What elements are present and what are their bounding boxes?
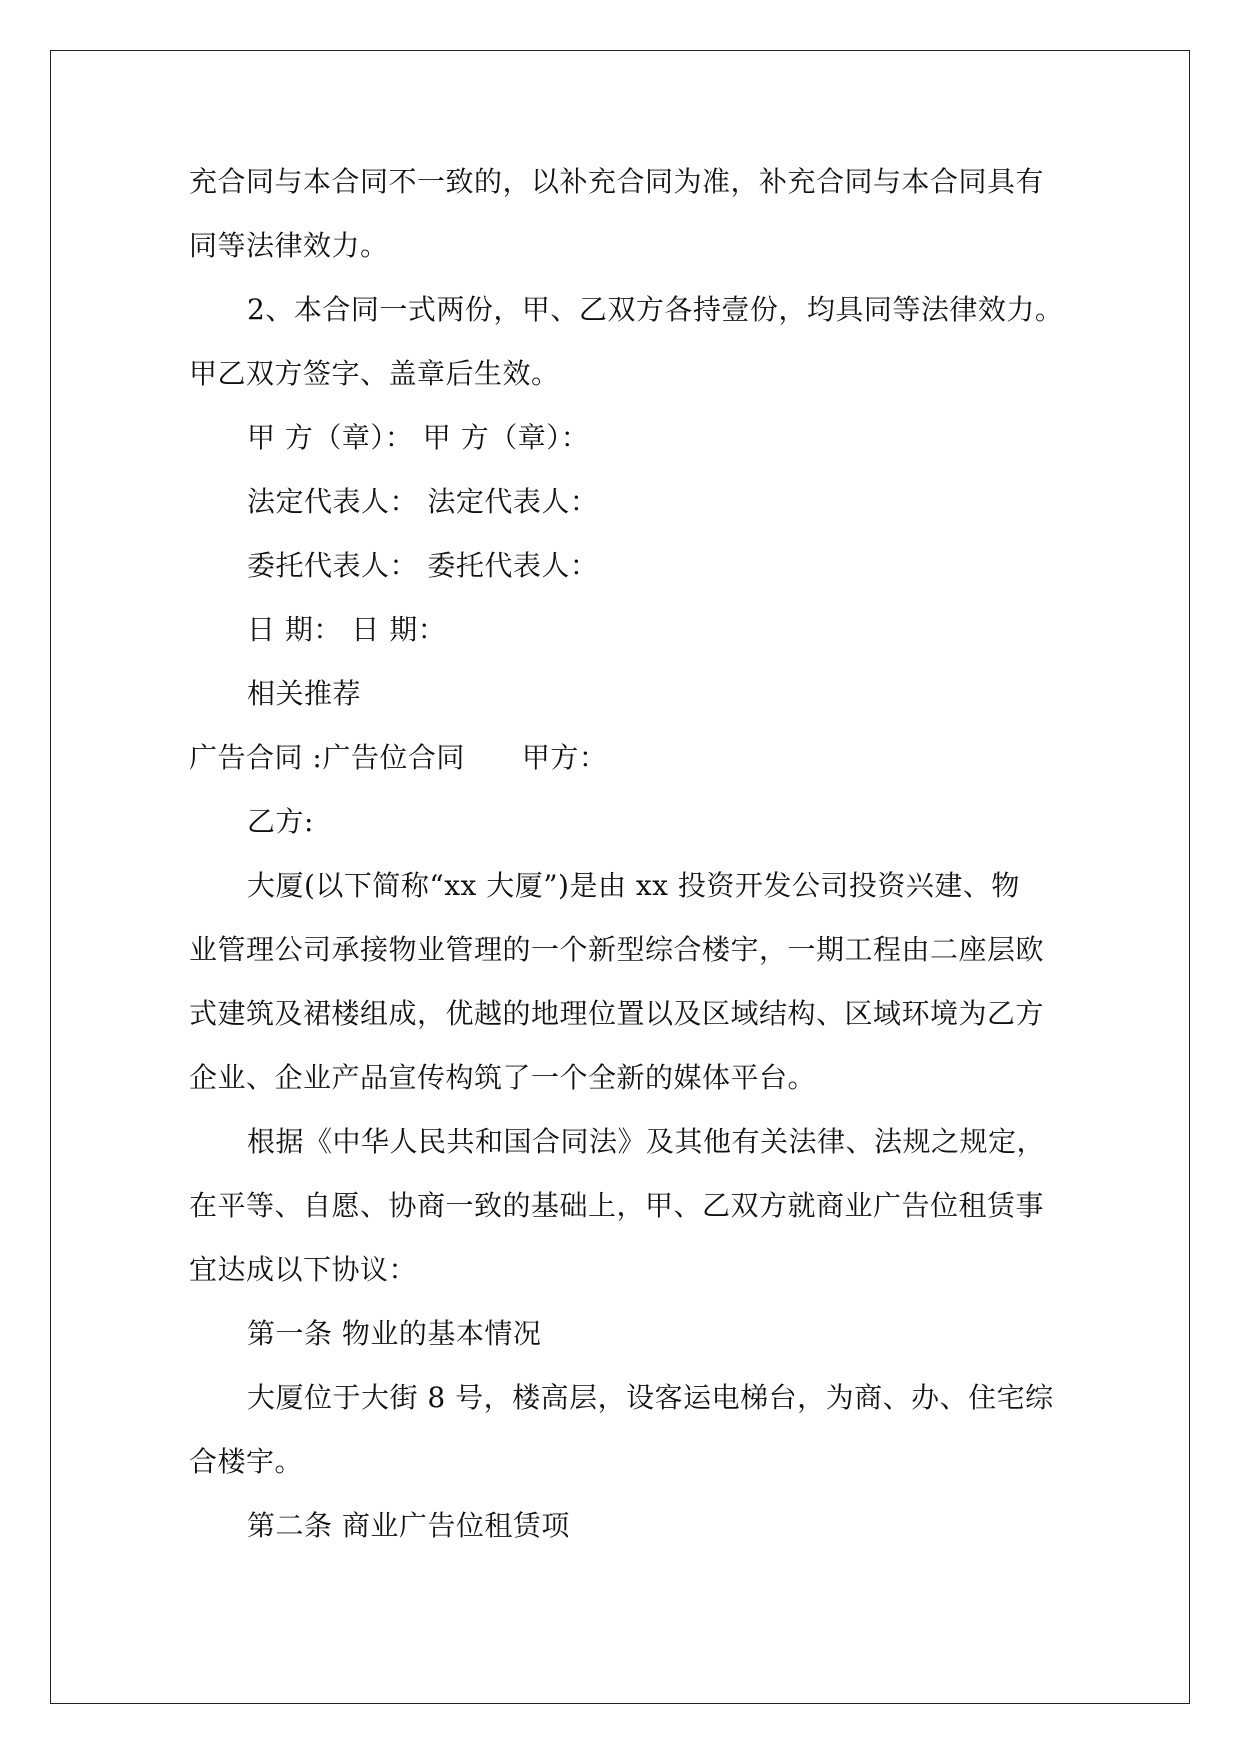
- signature-line-date: 日 期： 日 期：: [247, 613, 447, 646]
- text-line: 同等法律效力。: [189, 229, 389, 262]
- text-line: 大厦(以下简称“xx 大厦”)是由 xx 投资开发公司投资兴建、物: [247, 869, 1020, 902]
- text-line: 广告合同 :广告位合同 甲方：: [189, 741, 608, 774]
- related-heading: 相关推荐: [247, 677, 362, 710]
- article-heading: 第一条 物业的基本情况: [247, 1317, 542, 1350]
- signature-line-legal-rep: 法定代表人： 法定代表人：: [247, 485, 599, 518]
- signature-line-authorized-rep: 委托代表人： 委托代表人：: [247, 549, 599, 582]
- text-line: 乙方:: [247, 805, 314, 838]
- text-line: 根据《中华人民共和国合同法》及其他有关法律、法规之规定，: [247, 1125, 1046, 1158]
- text-line: 甲乙双方签字、盖章后生效。: [189, 357, 560, 390]
- text-line: 宜达成以下协议：: [189, 1253, 418, 1286]
- signature-line-party-a: 甲 方（章）： 甲 方（章）：: [247, 421, 590, 454]
- text-line: 合楼宇。: [189, 1445, 304, 1478]
- text-line: 2、本合同一式两份，甲、乙双方各持壹份，均具同等法律效力。: [247, 293, 1064, 326]
- text-line: 大厦位于大街 8 号，楼高层，设客运电梯台，为商、办、住宅综: [247, 1381, 1054, 1414]
- text-line: 充合同与本合同不一致的，以补充合同为准，补充合同与本合同具有: [189, 165, 1045, 198]
- text-line: 企业、企业产品宣传构筑了一个全新的媒体平台。: [189, 1061, 817, 1094]
- article-heading: 第二条 商业广告位租赁项: [247, 1509, 570, 1542]
- text-line: 业管理公司承接物业管理的一个新型综合楼宇，一期工程由二座层欧: [189, 933, 1045, 966]
- text-line: 式建筑及裙楼组成，优越的地理位置以及区域结构、区域环境为乙方: [189, 997, 1045, 1030]
- text-line: 在平等、自愿、协商一致的基础上，甲、乙双方就商业广告位租赁事: [189, 1189, 1045, 1222]
